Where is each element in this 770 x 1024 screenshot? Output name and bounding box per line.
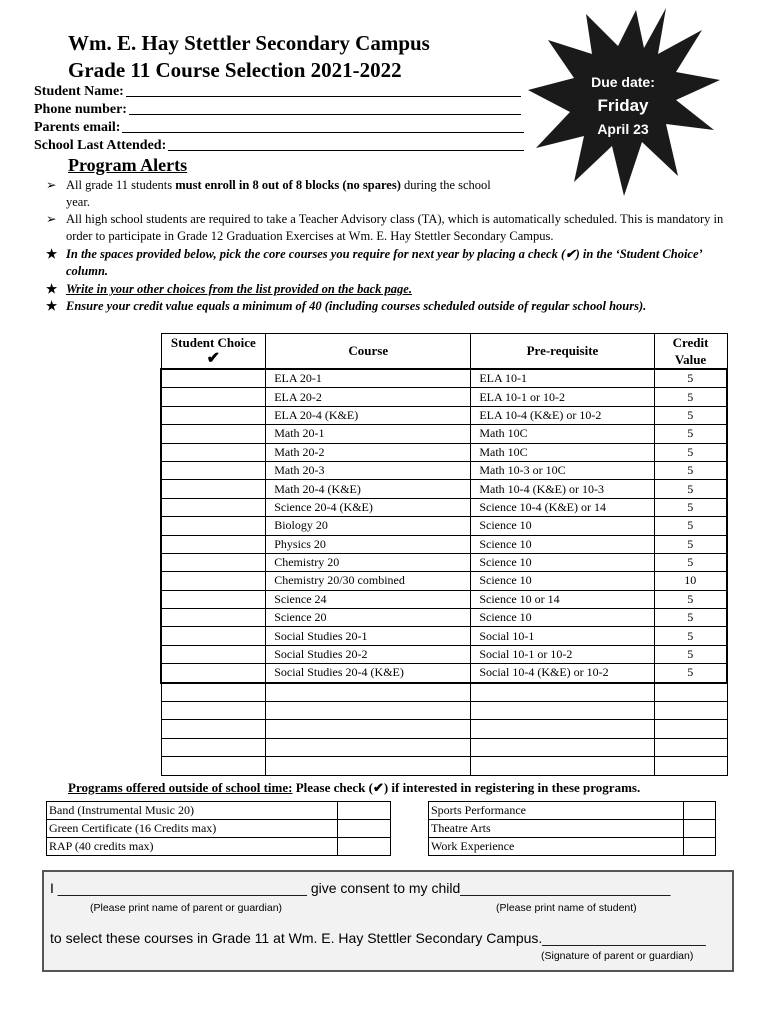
course-credit: 10 bbox=[654, 572, 727, 590]
student-choice-cell[interactable] bbox=[161, 627, 266, 645]
course-prerequisite: Science 10-4 (K&E) or 14 bbox=[471, 498, 654, 516]
course-row bbox=[161, 369, 727, 388]
course-row bbox=[161, 406, 727, 424]
student-choice-cell[interactable] bbox=[161, 609, 266, 627]
course-name: Physics 20 bbox=[266, 535, 471, 553]
course-name: Biology 20 bbox=[266, 517, 471, 535]
parent-consent-box bbox=[42, 870, 734, 972]
write-in-cell[interactable] bbox=[654, 702, 727, 720]
student-choice-cell[interactable] bbox=[161, 498, 266, 516]
consent-course-line[interactable]: to select these courses in Grade 11 at Wm. E. Hay Stettler Secondary Campus._____________________ bbox=[50, 930, 706, 946]
student-choice-cell[interactable] bbox=[161, 664, 266, 683]
student-choice-cell[interactable] bbox=[161, 590, 266, 608]
program-check-box[interactable] bbox=[338, 820, 391, 838]
course-prerequisite: Social 10-1 or 10-2 bbox=[471, 645, 654, 663]
student-choice-cell[interactable] bbox=[161, 553, 266, 571]
column-header-prerequisite: Pre-requisite bbox=[471, 334, 654, 370]
write-in-cell[interactable] bbox=[654, 738, 727, 756]
write-in-cell[interactable] bbox=[161, 683, 266, 702]
column-header-credit-value: Credit Value bbox=[654, 334, 727, 370]
course-row bbox=[161, 645, 727, 663]
program-band: Band (Instrumental Music 20) bbox=[47, 802, 338, 820]
program-work-experience: Work Experience bbox=[429, 838, 684, 856]
outside-programs-left-table bbox=[46, 801, 391, 856]
course-credit: 5 bbox=[654, 369, 727, 388]
due-date-date: April 23 bbox=[597, 121, 649, 137]
course-name: Science 20-4 (K&E) bbox=[266, 498, 471, 516]
write-in-cell[interactable] bbox=[266, 702, 471, 720]
course-row bbox=[161, 425, 727, 443]
course-credit: 5 bbox=[654, 609, 727, 627]
student-choice-cell[interactable] bbox=[161, 388, 266, 406]
write-in-cell[interactable] bbox=[471, 757, 654, 775]
course-row bbox=[161, 443, 727, 461]
student-choice-cell[interactable] bbox=[161, 535, 266, 553]
student-name-caption: (Please print name of student) bbox=[496, 902, 637, 914]
course-name: Chemistry 20/30 combined bbox=[266, 572, 471, 590]
consent-line[interactable]: I ________________________________ give consent to my child___________________________ bbox=[50, 880, 671, 896]
write-in-cell[interactable] bbox=[471, 738, 654, 756]
course-credit: 5 bbox=[654, 627, 727, 645]
star-bullet-icon: ★ bbox=[46, 247, 58, 261]
course-row bbox=[161, 590, 727, 608]
course-credit: 5 bbox=[654, 664, 727, 683]
star-bullet-icon: ★ bbox=[46, 299, 58, 313]
student-choice-cell[interactable] bbox=[161, 480, 266, 498]
course-credit: 5 bbox=[654, 498, 727, 516]
write-in-cell[interactable] bbox=[471, 683, 654, 702]
program-row bbox=[429, 802, 716, 820]
program-rap: RAP (40 credits max) bbox=[47, 838, 338, 856]
course-prerequisite: ELA 10-1 bbox=[471, 369, 654, 388]
course-prerequisite: Math 10-4 (K&E) or 10-3 bbox=[471, 480, 654, 498]
course-credit: 5 bbox=[654, 645, 727, 663]
course-prerequisite: Science 10 or 14 bbox=[471, 590, 654, 608]
write-in-row[interactable] bbox=[161, 738, 727, 756]
write-in-row[interactable] bbox=[161, 720, 727, 738]
phone-label: Phone number: bbox=[34, 102, 127, 117]
program-check-box[interactable] bbox=[684, 838, 716, 856]
student-choice-cell[interactable] bbox=[161, 425, 266, 443]
write-in-cell[interactable] bbox=[266, 683, 471, 702]
alert-bullet-credits: ★ Ensure your credit value equals a minimum of 40 (including courses scheduled outside of regular school hours). bbox=[46, 299, 647, 313]
program-alerts-title: Program Alerts bbox=[68, 155, 188, 175]
program-theatre-arts: Theatre Arts bbox=[429, 820, 684, 838]
alert-bullet-enroll: ➢ All grade 11 students must enroll in 8 out of 8 blocks (no spares) during the school year. bbox=[46, 178, 491, 209]
course-prerequisite: ELA 10-4 (K&E) or 10-2 bbox=[471, 406, 654, 424]
course-name: Chemistry 20 bbox=[266, 553, 471, 571]
program-green-certificate: Green Certificate (16 Credits max) bbox=[47, 820, 338, 838]
parent-name-caption: (Please print name of parent or guardian) bbox=[90, 902, 283, 914]
program-check-box[interactable] bbox=[684, 802, 716, 820]
write-in-cell[interactable] bbox=[266, 720, 471, 738]
course-name: Science 20 bbox=[266, 609, 471, 627]
course-credit: 5 bbox=[654, 553, 727, 571]
page-title: Wm. E. Hay Stettler Secondary Campus bbox=[68, 31, 430, 55]
program-sports-performance: Sports Performance bbox=[429, 802, 684, 820]
write-in-cell[interactable] bbox=[161, 720, 266, 738]
course-credit: 5 bbox=[654, 461, 727, 479]
write-in-row[interactable] bbox=[161, 757, 727, 775]
outside-programs-title: Programs offered outside of school time: Please check (✔) if interested in registering in these programs. bbox=[68, 780, 641, 795]
alert-bullet-check: ★ In the spaces provided below, pick the core courses you require for next year by placing a check (✔) in the ‘Student Choice’ column. bbox=[46, 247, 702, 278]
student-choice-cell[interactable] bbox=[161, 572, 266, 590]
write-in-cell[interactable] bbox=[161, 702, 266, 720]
course-row bbox=[161, 572, 727, 590]
due-date-label: Due date: bbox=[591, 74, 655, 90]
course-prerequisite: Social 10-1 bbox=[471, 627, 654, 645]
write-in-row[interactable] bbox=[161, 702, 727, 720]
course-row bbox=[161, 664, 727, 683]
course-prerequisite: Math 10C bbox=[471, 425, 654, 443]
course-row bbox=[161, 480, 727, 498]
course-name: Math 20-3 bbox=[266, 461, 471, 479]
program-row bbox=[47, 802, 391, 820]
course-name: ELA 20-2 bbox=[266, 388, 471, 406]
course-credit: 5 bbox=[654, 590, 727, 608]
course-credit: 5 bbox=[654, 388, 727, 406]
alert-bullet-ta: ➢ All high school students are required to take a Teacher Advisory class (TA), which is automatically scheduled. This is mandatory in order to participate in Grade 12 Graduation Exercises at Wm. E. Hay Stettler Secondary Campus. bbox=[46, 212, 724, 243]
checkmark-icon: ✔ bbox=[206, 350, 221, 367]
program-row bbox=[429, 838, 716, 856]
star-bullet-icon: ★ bbox=[46, 282, 58, 296]
course-row bbox=[161, 461, 727, 479]
course-row bbox=[161, 627, 727, 645]
program-row bbox=[47, 838, 391, 856]
course-prerequisite: Math 10C bbox=[471, 443, 654, 461]
program-check-box[interactable] bbox=[338, 802, 391, 820]
write-in-cell[interactable] bbox=[266, 738, 471, 756]
course-row bbox=[161, 553, 727, 571]
write-in-cell[interactable] bbox=[471, 720, 654, 738]
arrow-icon: ➢ bbox=[46, 212, 57, 226]
outside-programs-right-table bbox=[428, 801, 716, 856]
parents-email-label: Parents email: bbox=[34, 120, 121, 135]
course-row bbox=[161, 609, 727, 627]
course-name: ELA 20-1 bbox=[266, 369, 471, 388]
course-prerequisite: Social 10-4 (K&E) or 10-2 bbox=[471, 664, 654, 683]
course-prerequisite: Science 10 bbox=[471, 535, 654, 553]
program-check-box[interactable] bbox=[338, 838, 391, 856]
course-name: ELA 20-4 (K&E) bbox=[266, 406, 471, 424]
course-row bbox=[161, 388, 727, 406]
course-prerequisite: Science 10 bbox=[471, 572, 654, 590]
school-last-attended-label: School Last Attended: bbox=[34, 138, 167, 153]
phone-field[interactable] bbox=[34, 101, 521, 119]
course-name: Math 20-4 (K&E) bbox=[266, 480, 471, 498]
parents-email-field[interactable] bbox=[34, 119, 524, 137]
course-name: Math 20-2 bbox=[266, 443, 471, 461]
student-choice-cell[interactable] bbox=[161, 406, 266, 424]
student-choice-cell[interactable] bbox=[161, 517, 266, 535]
program-row bbox=[429, 820, 716, 838]
course-name: Social Studies 20-1 bbox=[266, 627, 471, 645]
course-credit: 5 bbox=[654, 535, 727, 553]
course-credit: 5 bbox=[654, 517, 727, 535]
course-prerequisite: Science 10 bbox=[471, 517, 654, 535]
course-credit: 5 bbox=[654, 443, 727, 461]
course-row bbox=[161, 517, 727, 535]
write-in-cell[interactable] bbox=[654, 757, 727, 775]
program-row bbox=[47, 820, 391, 838]
due-date-day: Friday bbox=[597, 96, 649, 115]
course-name: Social Studies 20-2 bbox=[266, 645, 471, 663]
arrow-icon: ➢ bbox=[46, 178, 57, 192]
write-in-cell[interactable] bbox=[654, 720, 727, 738]
program-check-box[interactable] bbox=[684, 820, 716, 838]
student-choice-cell[interactable] bbox=[161, 369, 266, 388]
course-row bbox=[161, 535, 727, 553]
course-prerequisite: ELA 10-1 or 10-2 bbox=[471, 388, 654, 406]
course-selection-table bbox=[160, 333, 728, 776]
student-choice-cell[interactable] bbox=[161, 461, 266, 479]
school-last-attended-field[interactable] bbox=[34, 137, 524, 155]
write-in-cell[interactable] bbox=[654, 683, 727, 702]
student-choice-cell[interactable] bbox=[161, 443, 266, 461]
course-row bbox=[161, 498, 727, 516]
course-name: Science 24 bbox=[266, 590, 471, 608]
course-prerequisite: Math 10-3 or 10C bbox=[471, 461, 654, 479]
course-name: Social Studies 20-4 (K&E) bbox=[266, 664, 471, 683]
course-prerequisite: Science 10 bbox=[471, 553, 654, 571]
course-prerequisite: Science 10 bbox=[471, 609, 654, 627]
write-in-row[interactable] bbox=[161, 683, 727, 702]
page-subtitle: Grade 11 Course Selection 2021-2022 bbox=[68, 58, 402, 82]
write-in-cell[interactable] bbox=[161, 738, 266, 756]
student-name-label: Student Name: bbox=[34, 84, 124, 99]
alert-bullet-back-page: ★ Write in your other choices from the list provided on the back page. bbox=[46, 282, 412, 296]
course-credit: 5 bbox=[654, 425, 727, 443]
write-in-cell[interactable] bbox=[161, 757, 266, 775]
student-name-field[interactable] bbox=[34, 83, 521, 101]
signature-caption: (Signature of parent or guardian) bbox=[541, 950, 694, 962]
column-header-course: Course bbox=[266, 334, 471, 370]
student-choice-cell[interactable] bbox=[161, 645, 266, 663]
course-credit: 5 bbox=[654, 406, 727, 424]
write-in-cell[interactable] bbox=[266, 757, 471, 775]
write-in-cell[interactable] bbox=[471, 702, 654, 720]
course-name: Math 20-1 bbox=[266, 425, 471, 443]
course-credit: 5 bbox=[654, 480, 727, 498]
column-header-student-choice: Student Choice ✔ bbox=[161, 334, 266, 370]
